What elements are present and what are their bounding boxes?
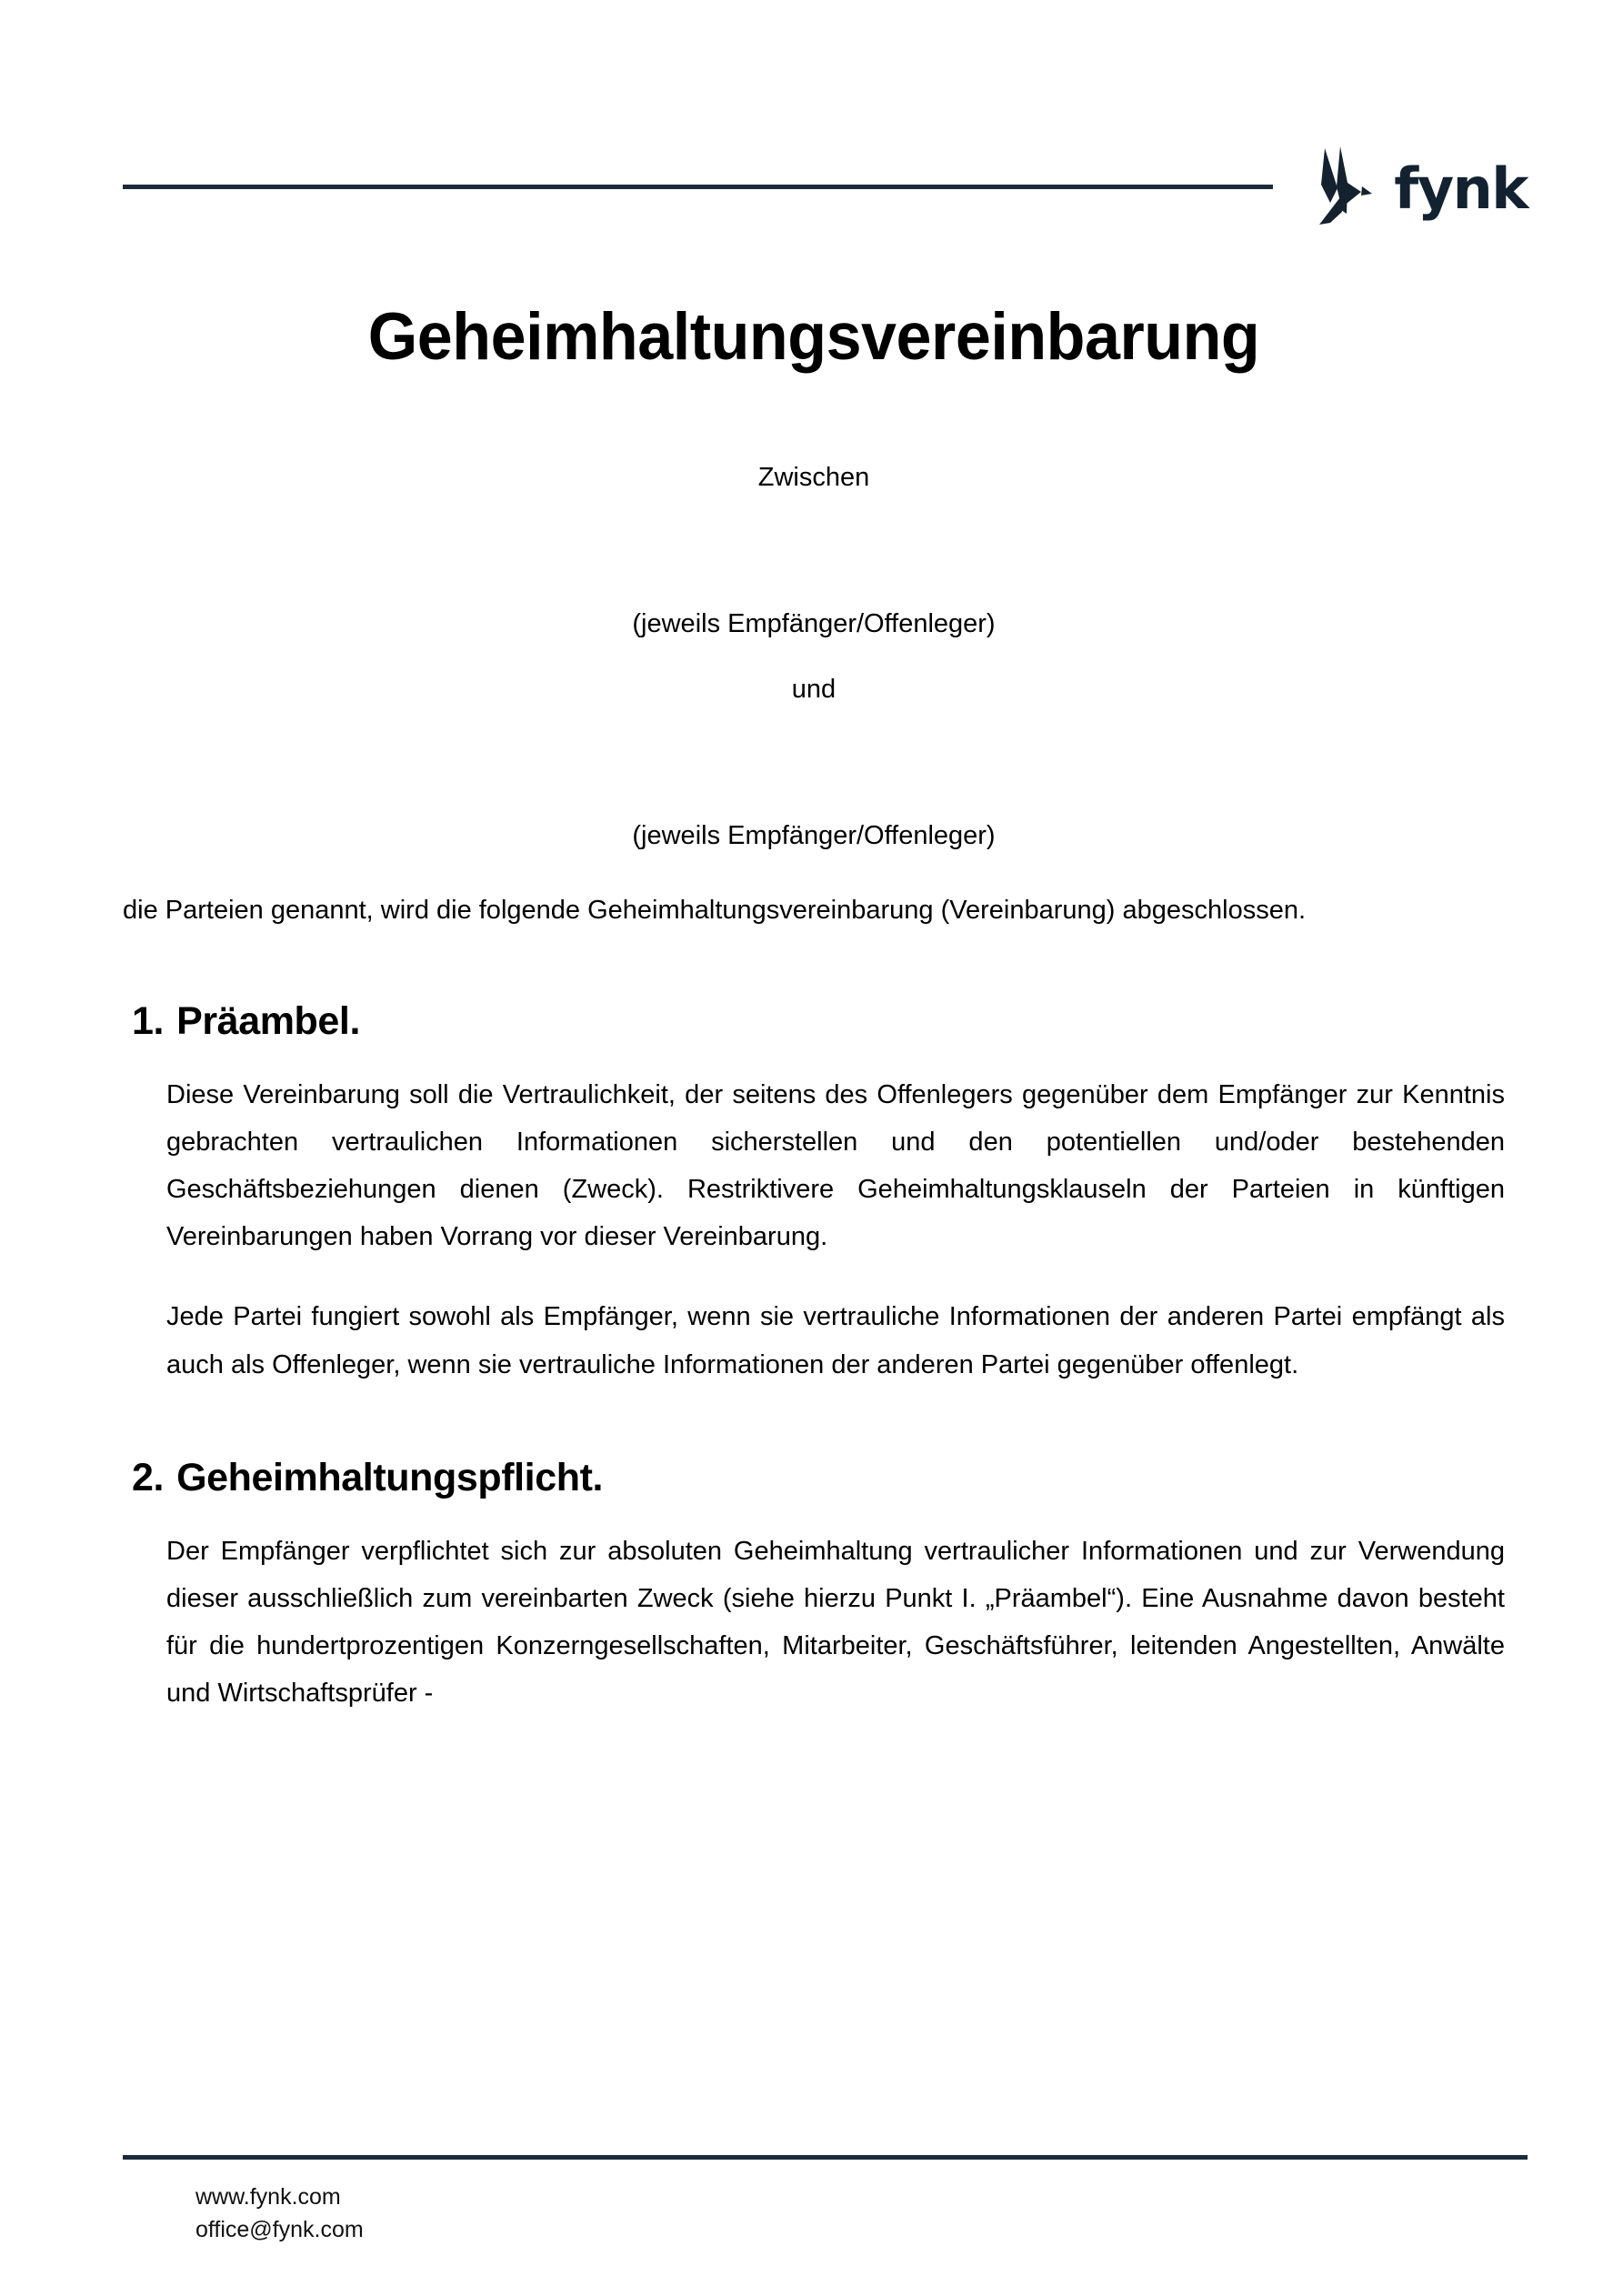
section-1-paragraph-1: Diese Vereinbarung soll die Vertraulichkeit, der seitens des Offenlegers gegenüber dem Empfänger zur Kenntnis gebrachten vertraulichen Informationen sicherstellen und den potentiellen und/oder bestehenden Geschäftsbeziehungen dienen (Zweck). Restriktivere Geheimhaltungsklauseln der Parteien in künftigen Vereinbarungen haben Vorrang vor dieser Vereinbarung. (166, 1079, 1505, 1252)
footer-divider-rule (123, 2155, 1528, 2160)
party-two-name-blank[interactable] (123, 709, 1505, 817)
footer-website[interactable]: www.fynk.com (195, 2184, 341, 2210)
section-2-title: Geheimhaltungspflicht. (176, 1455, 604, 1499)
page-footer (123, 2155, 1528, 2246)
fynk-logo (1310, 146, 1528, 226)
party-one-name-blank[interactable] (123, 497, 1505, 605)
section-heading-2 (123, 1456, 1505, 1500)
intro-paragraph: die Parteien genannt, wird die folgende Geheimhaltungsvereinbarung (Vereinbarung) abgeschlossen. (123, 895, 1307, 925)
section-1-number: 1. (132, 998, 165, 1043)
fynk-wordmark: fynk (1394, 155, 1528, 222)
section-heading-1 (123, 999, 1505, 1044)
section-1-paragraph-2: Jede Partei fungiert sowohl als Empfänger, wenn sie vertrauliche Informationen der anderen Partei empfängt als auch als Offenleger, wenn sie vertrauliche Informationen der anderen Partei gegenüber offenlegt. (166, 1302, 1505, 1379)
page-header (123, 136, 1528, 236)
party-one-role-label: (jeweils Empfänger/Offenleger) (632, 609, 996, 639)
section-2-paragraph-1: Der Empfänger verpflichtet sich zur absoluten Geheimhaltung vertraulicher Informationen und zur Verwendung dieser ausschließlich zum vereinbarten Zweck (siehe hierzu Punkt I. „Präambel“). Eine Ausnahme davon besteht für die hundertprozentigen Konzerngesellschaften, Mitarbeiter, Geschäftsführer, leitenden Angestellten, Anwälte und Wirtschaftsprüfer - (166, 1536, 1505, 1709)
party-two-role-label: (jeweils Empfänger/Offenleger) (632, 821, 996, 851)
spacer-before-und (123, 645, 1505, 670)
document-body (123, 300, 1505, 1718)
parties-conjunction: und (791, 674, 837, 704)
page-title: Geheimhaltungsvereinbarung (367, 300, 1260, 374)
section-1-title: Präambel. (176, 998, 361, 1043)
parties-intro-label: Zwischen (757, 462, 870, 492)
section-2-number: 2. (132, 1455, 165, 1499)
footer-email[interactable]: office@fynk.com (195, 2216, 364, 2242)
header-divider-rule (123, 185, 1273, 189)
footer-contact-block (123, 2181, 1528, 2246)
origami-bird-icon (1310, 146, 1381, 226)
